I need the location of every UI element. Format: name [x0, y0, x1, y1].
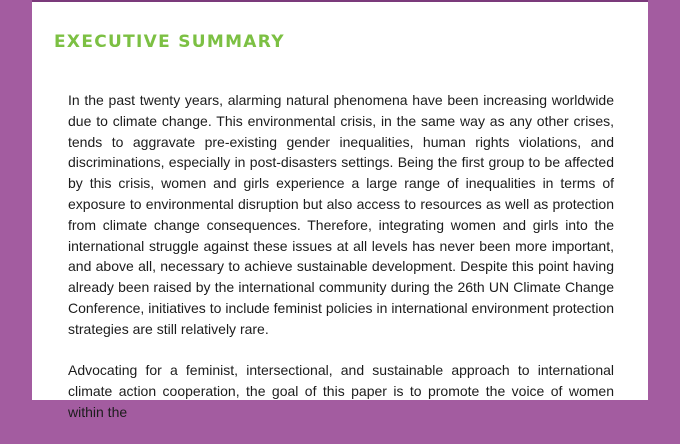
paragraph-1: In the past twenty years, alarming natural phenomena have been increasing worldwide due to climate change. This environmental crisis, in the same way as any other crises, tends to aggravate pre-existing gender inequalities, human rights violations, and discriminations, especially in post-disasters settings. Being the first group to be affected by this crisis, women and girls experience a large range of inequalities in terms of exposure to environmental disruption but also access to resources as well as protection from climate change consequences. Therefore, integrating women and girls into the international struggle against these issues at all levels has never been more important, and above all, necessary to achieve sustainable development. Despite this point having already been raised by the international community during the 26th UN Climate Change Conference, initiatives to include feminist policies in international environment protection strategies are still relatively rare. [68, 92, 614, 337]
document-page [32, 0, 648, 420]
paragraph-2: Advocating for a feminist, intersectional, and sustainable approach to international climate action cooperation, the goal of this paper is to promote the voice of women within the [68, 362, 614, 420]
section-heading: EXECUTIVE SUMMARY [54, 32, 285, 52]
body-text [68, 90, 614, 444]
